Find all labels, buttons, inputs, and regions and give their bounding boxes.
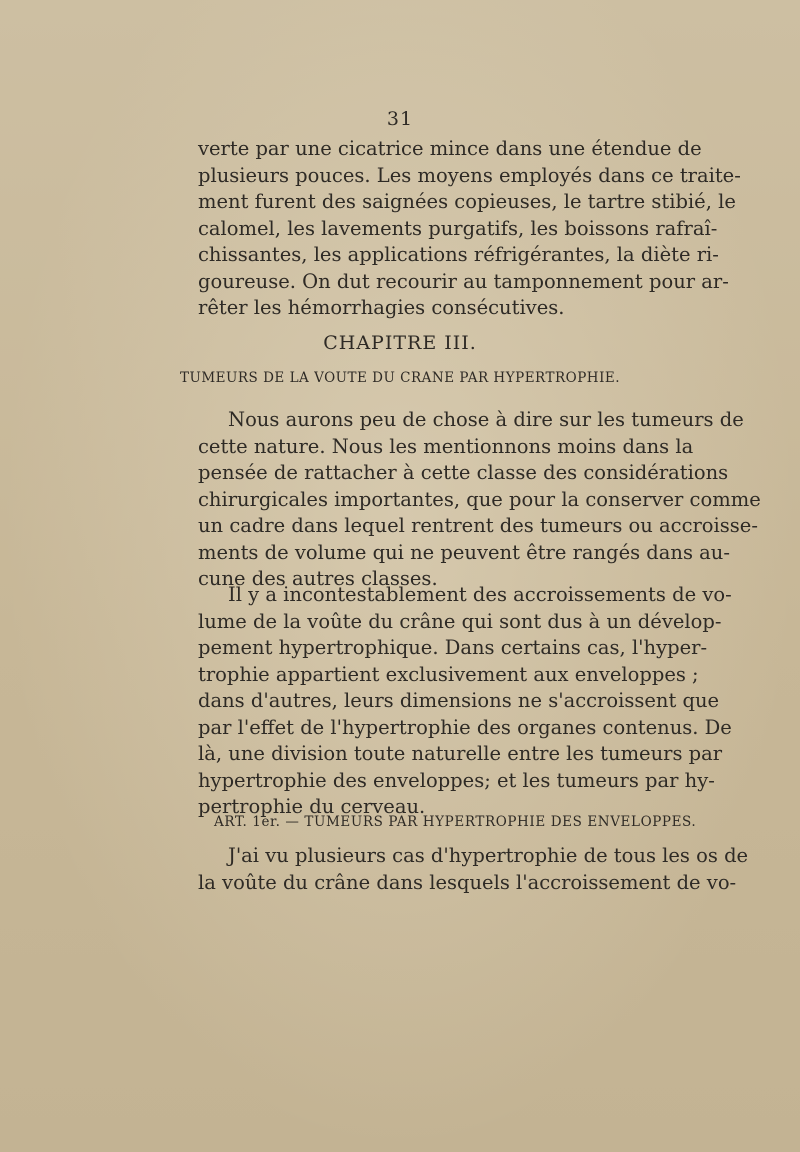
text-line: trophie appartient exclusivement aux enveloppes ; (198, 662, 699, 686)
text-line: pement hypertrophique. Dans certains cas, l'hyper- (198, 636, 708, 659)
text-line: ment furent des saignées copieuses, le tartre stibié, le (198, 190, 736, 213)
text-line: un cadre dans lequel rentrent des tumeurs ou accroisse- (198, 514, 758, 537)
chapter-title: CHAPITRE III. (323, 332, 477, 354)
page-number: 31 (386, 108, 414, 130)
text-line: là, une division toute naturelle entre les tumeurs par (198, 742, 723, 765)
text-line: par l'effet de l'hypertrophie des organes contenus. De (198, 715, 732, 739)
text-line: chissantes, les applications réfrigérantes, la diète ri- (198, 243, 719, 266)
paragraph-article (198, 843, 749, 896)
paragraph-intro (198, 407, 761, 593)
text-line: dans d'autres, leurs dimensions ne s'accroissent que (198, 689, 720, 712)
text-line: chirurgicales importantes, que pour la conserver comme (198, 487, 761, 511)
chapter-subtitle: TUMEURS DE LA VOUTE DU CRANE PAR HYPERTROPHIE. (179, 370, 621, 386)
text-line: la voûte du crâne dans lesquels l'accroissement de vo- (198, 870, 737, 894)
text-line: rêter les hémorrhagies consécutives. (198, 296, 565, 319)
text-line: J'ai vu plusieurs cas d'hypertrophie de tous les os de (228, 844, 749, 867)
text-line: pertrophie du cerveau. (198, 795, 426, 818)
text-line: cette nature. Nous les mentionnons moins dans la (198, 434, 694, 458)
text-line: hypertrophie des enveloppes; et les tumeurs par hy- (198, 768, 715, 792)
text-line: Il y a incontestablement des accroissements de vo- (228, 583, 732, 606)
text-line: lume de la voûte du crâne qui sont dus à un dévelop- (198, 609, 722, 633)
text-line: Nous aurons peu de chose à dire sur les tumeurs de (228, 408, 744, 431)
text-line: plusieurs pouces. Les moyens employés dans ce traite- (198, 163, 741, 187)
article-heading: ART. 1er. — TUMEURS PAR HYPERTROPHIE DES ENVELOPPES. (214, 814, 697, 830)
paragraph-hypertrophy (198, 582, 732, 821)
text-line: calomel, les lavements purgatifs, les boissons rafraî- (198, 216, 718, 240)
text-line: pensée de rattacher à cette classe des considérations (198, 461, 729, 484)
text-line: verte par une cicatrice mince dans une étendue de (198, 137, 702, 160)
text-line: cune des autres classes. (198, 567, 438, 590)
text-line: goureuse. On dut recourir au tamponnement pour ar- (198, 269, 729, 293)
text-line: ments de volume qui ne peuvent être rangés dans au- (198, 540, 730, 564)
paragraph-continuation (198, 136, 741, 322)
